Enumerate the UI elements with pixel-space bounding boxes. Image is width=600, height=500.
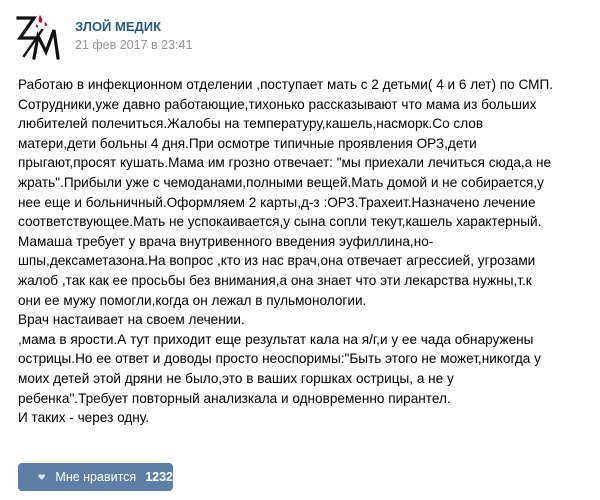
post-text-line: шпы,дексаметазона.На вопрос ,кто из нас врач,она отвечает агрессией, угрозами: [18, 253, 536, 269]
post-text-line: матери,дети больны 4 дня.При осмотре типичные проявления ОРЗ,дети: [18, 135, 477, 151]
post-text-line: соответствующее.Мать не успокаивается,у сына сопли текут,кашель характерный.: [18, 214, 542, 230]
post-date[interactable]: 21 фев 2017 в 23:41: [75, 38, 193, 52]
post-text: [18, 75, 594, 428]
post-text-line: ребенка".Требует повторный анализкала и одновременно пирантел.: [18, 390, 451, 406]
post-text-line: И таких - через одну.: [18, 410, 149, 426]
post-text-line: нее еще и больничный.Оформляем 2 карты,д-з :ОРЗ.Трахеит.Назначено лечение: [18, 194, 536, 210]
post-text-line: Мамаша требует у врача внутривенного введения эуфиллина,но-: [18, 233, 434, 249]
post-text-line: прыгают,просят кушать.Мама им грозно отвечает: "мы приехали лечиться сюда,а не: [18, 155, 552, 171]
post-text-line: Сотрудники,уже давно работающие,тихонько рассказывают что мама из больших: [18, 96, 537, 112]
post-text-line: ,мама в ярости.А тут приходит еще результат кала на я/г,и у ее чада обнаружены: [18, 331, 534, 347]
community-avatar[interactable]: [14, 10, 64, 62]
like-count: 1232: [145, 470, 173, 484]
community-logo: [14, 10, 64, 62]
post-text-line: Работаю в инфекционном отделении ,поступает мать с 2 детьми( 4 и 6 лет) по СМП.: [18, 77, 554, 92]
post-text-line: жалоб ,так как ее просьбы без внимания,а она знает что эти лекарства нужны,т.к: [18, 272, 532, 288]
post-text-line: моих детей этой дряни не было,это в ваших горшках острицы, а не у: [18, 370, 454, 386]
heart-icon: [38, 470, 45, 484]
post-text-line: острицы.Но ее ответ и доводы просто неоспоримы:"Быть этого не может,никогда у: [18, 351, 541, 367]
like-label: Мне нравится: [55, 470, 137, 484]
post-text-line: они ее мужу помогли,когда он лежал в пульмонологии.: [18, 292, 367, 308]
like-button[interactable]: [18, 463, 173, 491]
post-text-line: любителей полечиться.Жалобы на температуру,кашель,насморк.Со слов: [18, 116, 484, 132]
post-header: [14, 8, 574, 64]
post-text-line: Врач настаивает на своем лечении.: [18, 312, 245, 328]
post-author[interactable]: ЗЛОЙ МЕДИК: [75, 19, 162, 34]
post-text-line: жрать".Прибыли уже с чемоданами,полными вещей.Мать домой и не собирается,у: [18, 174, 544, 190]
